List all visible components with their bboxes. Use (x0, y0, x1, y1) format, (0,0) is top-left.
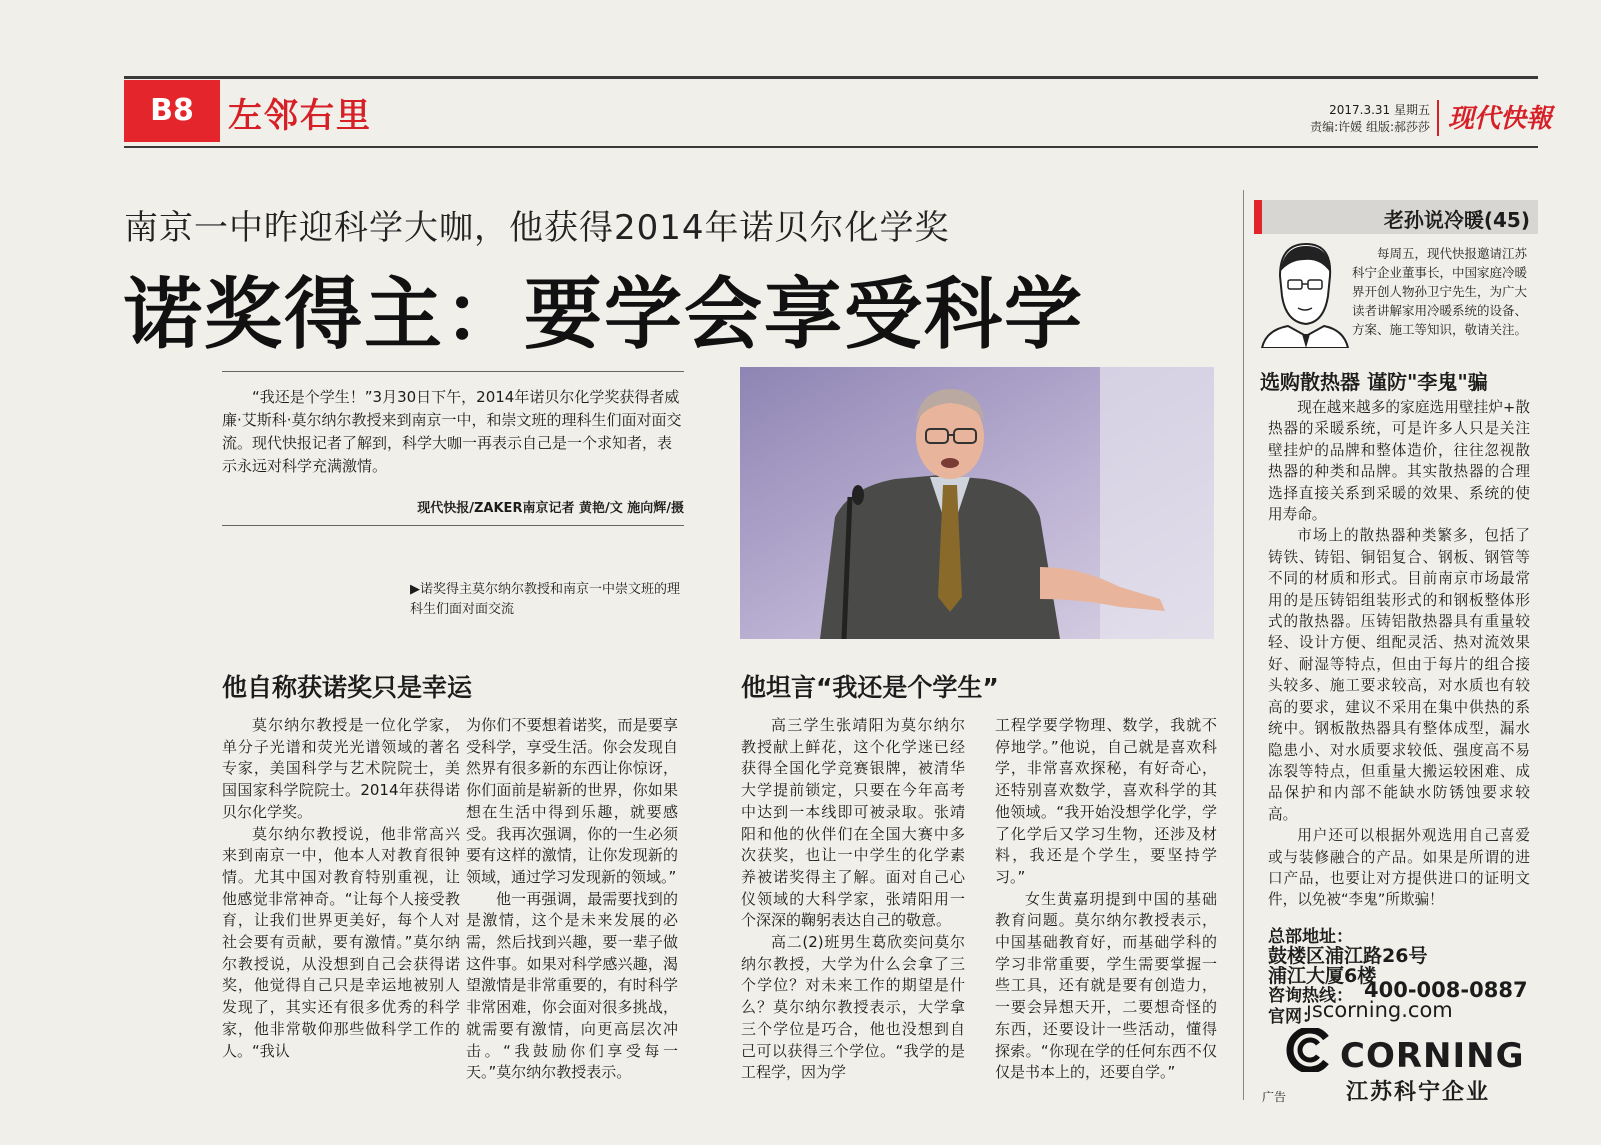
paragraph: 高三学生张靖阳为莫尔纳尔教授献上鲜花，这个化学迷已经获得全国化学竞赛银牌，被清华大学提前锁定，只要在今年高考中达到一本线即可被录取。张靖阳和他的伙伴们在全国大赛中多次获奖，也让一中学生的化学素养被诺奖得主了解。面对自己心仪领域的大科学家，张靖阳用一个深深的鞠躬表达自己的敬意。 (741, 716, 965, 930)
sidebar-headline: 选购散热器 谨防"李鬼"骗 (1260, 370, 1488, 394)
body-column-2 (466, 715, 678, 1084)
paragraph: 女生黄嘉玥提到中国的基础教育问题。莫尔纳尔教授表示，中国基础教育好，而基础学科的学习非常重要，学生需要掌握一些工具，还有就是要有创造力，一要会异想天开，二要想奇怪的东西，还要设计一些活动，懂得探索。“你现在学的任何东西不仅仅是书本上的，还要自学。” (995, 889, 1217, 1082)
article-headline: 诺奖得主：要学会享受科学 (124, 270, 1085, 360)
body-column-3 (741, 715, 965, 1084)
paragraph: 高二(2)班男生葛欣奕问莫尔纳尔教授，大学为什么会拿了三个学位？对未来工作的期望是什么？莫尔纳尔教授表示，大学拿三个学位是巧合，他也没想到自己可以获得三个学位。“我学的是工程学，因为学 (741, 933, 965, 1082)
ad-label: 广告 (1262, 1090, 1287, 1104)
news-photo (740, 367, 1214, 639)
paragraph: 市场上的散热器种类繁多，包括了铸铁、铸铝、铜铝复合、钢板、钢管等不同的材质和形式。目前南京市场最常用的是压铸铝组装形式的和钢板整体形式的散热器。压铸铝散热器具有重量较轻、设计方便、组配灵活、热对流效果好、耐湿等特点，但由于每片的组合接头较多、施工要求较高，对水质也有较高的要求，建议不采用在集中供热的系统中。钢板散热器具有整体成型，漏水隐患小、对水质要求较低、强度高不易冻裂等特点，但重量大搬运较困难、成品保护和内部不能缺水防锈蚀要求较高。 (1268, 527, 1530, 823)
header-divider (1437, 100, 1439, 136)
person-icon (1258, 236, 1350, 348)
phone-number: 400-008-0887 (1364, 978, 1528, 1002)
paragraph: 工程学要学物理、数学，我就不停地学。”他说，自己就是喜欢科学，非常喜欢探秘，有好奇心，还特别喜欢数学，喜欢科学的其他领域。“我开始没想学化学，学了化学后又学习生物，还涉及材料，我还是个学生，要坚持学习。” (995, 716, 1217, 886)
photo-caption: ▶诺奖得主莫尔纳尔教授和南京一中崇文班的理科生们面对面交流 (410, 582, 680, 617)
sidebar-column-title: 老孙说冷暖(45) (1383, 208, 1530, 232)
website-label: 官网： (1268, 1007, 1319, 1027)
sidebar-intro: 每周五，现代快报邀请江苏科宁企业董事长，中国家庭冷暖界开创人物孙卫宁先生，为广大读者讲解家用冷暖系统的设备、方案、施工等知识，敬请关注。 (1352, 246, 1528, 337)
address-line-1: 鼓楼区浦江路26号 (1268, 945, 1428, 967)
newspaper-brand: 现代快報 (1448, 104, 1553, 134)
paragraph: 用户还可以根据外观选用自己喜爱或与装修融合的产品。如果是所谓的进口产品，也要让对方提供进口的证明文件，以免被“李鬼”所欺骗！ (1268, 827, 1530, 909)
address-label: 总部地址： (1268, 927, 1353, 947)
paragraph: 现在越来越多的家庭选用壁挂炉+散热器的采暖系统，可是许多人只是关注壁挂炉的品牌和整体造价，往往忽视散热器的种类和品牌。其实散热器的合理选择直接关系到采暖的效果、系统的使用寿命。 (1268, 399, 1530, 524)
section-heading-2: 他坦言“我还是个学生” (741, 673, 999, 702)
editor-line: 责编:许媛 组版:郝莎莎 (1310, 120, 1430, 134)
page-number-badge: B8 (124, 80, 220, 142)
portrait-sketch (1258, 236, 1350, 348)
section-heading-1: 他自称获诺奖只是幸运 (222, 673, 473, 702)
paragraph: 莫尔纳尔教授说，他非常高兴来到南京一中，他本人对教育很钟情。尤其中国对教育特别重视，让他感觉非常神奇。“让每个人接受教育，让我们世界更美好，每个人对社会要有贡献，要有激情。”莫尔纳尔教授说，从没想到自己会获得诺奖，他觉得自己只是幸运地被别人发现了，其实还有很多优秀的科学家，他非常敬仰那些做科学工作的人。“我认 (222, 824, 460, 1060)
lead-rule-top (222, 371, 684, 372)
header-bottom-rule (124, 146, 1538, 148)
phone-label: 咨询热线： (1268, 986, 1353, 1006)
column-divider (1243, 190, 1244, 1100)
paragraph: 他一再强调，最需要找到的是激情，这个是未来发展的必需，然后找到兴趣，要一辈子做这件事。如果对科学感兴趣，渴望激情是非常重要的，有时科学非常困难，你会面对很多挑战，就需要有激情，向更高层次冲击。“我鼓励你们享受每一天。”莫尔纳尔教授表示。 (466, 889, 678, 1082)
corning-logo-icon (1282, 1028, 1332, 1072)
corning-wordmark: CORNING (1340, 1036, 1525, 1076)
article-lead: “我还是个学生！”3月30日下午，2014年诺贝尔化学奖获得者威廉·艾斯科·莫尔纳尔教授来到南京一中，和崇文班的理科生们面对面交流。现代快报记者了解到，科学大咖一再表示自己是一个求知者，表示永远对科学充满激情。 (222, 388, 682, 475)
sidebar-body (1268, 397, 1530, 911)
lead-rule-bottom (222, 525, 684, 526)
body-column-1 (222, 715, 460, 1062)
website-url: jscorning.com (1306, 998, 1453, 1022)
article-subheadline: 南京一中昨迎科学大咖，他获得2014年诺贝尔化学奖 (124, 208, 950, 248)
address-line-2: 浦江大厦6楼 (1268, 965, 1377, 987)
body-column-4 (995, 715, 1217, 1084)
section-title: 左邻右里 (228, 96, 372, 136)
date-block (1300, 102, 1430, 136)
date-line: 2017.3.31 星期五 (1329, 103, 1430, 117)
top-rule (124, 76, 1538, 79)
article-byline: 现代快报/ZAKER南京记者 黄艳/文 施向辉/摄 (417, 501, 684, 516)
speaker-illustration (740, 367, 1214, 639)
company-name: 江苏科宁企业 (1346, 1080, 1491, 1105)
paragraph: 为你们不要想着诺奖，而是要享受科学，享受生活。你会发现自然界有很多新的东西让你惊讶，你们面前是崭新的世界，你如果想在生活中得到乐趣，就要感受。我再次强调，你的一生必须要有这样的激情，让你发现新的领域，通过学习发现新的领域。” (466, 716, 678, 886)
paragraph: 莫尔纳尔教授是一位化学家，单分子光谱和荧光光谱领域的著名专家，美国科学与艺术院院士，美国国家科学院院士。2014年获得诺贝尔化学奖。 (222, 716, 460, 821)
